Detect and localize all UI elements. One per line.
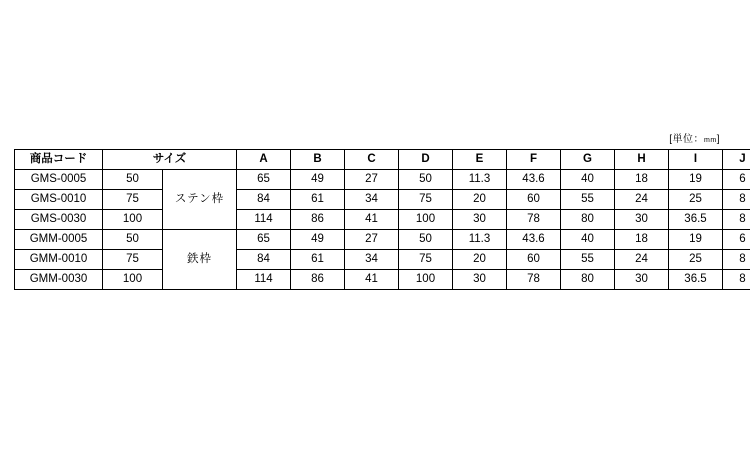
cell-dim-g: 55: [561, 250, 615, 270]
cell-dim-j: 8: [723, 210, 750, 230]
table-row: [15, 170, 750, 190]
cell-dim-f: 60: [507, 250, 561, 270]
cell-dim-j: 8: [723, 270, 750, 290]
header-dim-g: G: [561, 150, 615, 170]
cell-dim-e: 11.3: [453, 170, 507, 190]
cell-dim-a: 65: [237, 230, 291, 250]
cell-dim-f: 78: [507, 210, 561, 230]
cell-frame-type: 鉄枠: [163, 230, 237, 290]
cell-size-value: 50: [103, 230, 163, 250]
cell-dim-g: 40: [561, 170, 615, 190]
cell-dim-j: 6: [723, 170, 750, 190]
cell-dim-h: 24: [615, 190, 669, 210]
header-dim-j: J: [723, 150, 750, 170]
header-row: [15, 150, 750, 170]
cell-dim-d: 100: [399, 270, 453, 290]
cell-dim-i: 19: [669, 230, 723, 250]
table-row: [15, 230, 750, 250]
cell-size-value: 100: [103, 270, 163, 290]
unit-note-unit: mm: [704, 137, 717, 144]
cell-dim-i: 25: [669, 190, 723, 210]
cell-dim-a: 84: [237, 250, 291, 270]
cell-dim-b: 61: [291, 190, 345, 210]
cell-dim-d: 50: [399, 170, 453, 190]
cell-dim-f: 60: [507, 190, 561, 210]
unit-note-prefix: [単位：: [669, 134, 705, 145]
header-dim-a: A: [237, 150, 291, 170]
cell-dim-d: 75: [399, 250, 453, 270]
cell-dim-b: 86: [291, 210, 345, 230]
cell-dim-f: 78: [507, 270, 561, 290]
header-dim-c: C: [345, 150, 399, 170]
cell-product-code: GMS-0005: [15, 170, 103, 190]
cell-dim-b: 61: [291, 250, 345, 270]
header-dim-i: I: [669, 150, 723, 170]
cell-dim-e: 20: [453, 250, 507, 270]
cell-dim-e: 30: [453, 270, 507, 290]
cell-dim-i: 25: [669, 250, 723, 270]
cell-dim-d: 50: [399, 230, 453, 250]
header-dim-h: H: [615, 150, 669, 170]
cell-dim-h: 18: [615, 170, 669, 190]
cell-size-value: 100: [103, 210, 163, 230]
cell-dim-e: 11.3: [453, 230, 507, 250]
cell-dim-a: 114: [237, 270, 291, 290]
header-product-code: 商品コード: [15, 150, 103, 170]
header-dim-e: E: [453, 150, 507, 170]
header-dim-f: F: [507, 150, 561, 170]
cell-size-value: 75: [103, 190, 163, 210]
cell-dim-c: 27: [345, 230, 399, 250]
cell-dim-j: 6: [723, 230, 750, 250]
spec-sheet: [14, 130, 746, 290]
cell-dim-d: 100: [399, 210, 453, 230]
cell-dim-a: 84: [237, 190, 291, 210]
cell-dim-h: 30: [615, 270, 669, 290]
cell-frame-type: ステン枠: [163, 170, 237, 230]
cell-dim-f: 43.6: [507, 170, 561, 190]
cell-dim-g: 40: [561, 230, 615, 250]
cell-product-code: GMS-0030: [15, 210, 103, 230]
cell-dim-a: 114: [237, 210, 291, 230]
cell-product-code: GMM-0010: [15, 250, 103, 270]
cell-product-code: GMM-0030: [15, 270, 103, 290]
cell-dim-f: 43.6: [507, 230, 561, 250]
cell-dim-i: 36.5: [669, 270, 723, 290]
cell-dim-i: 36.5: [669, 210, 723, 230]
cell-dim-h: 24: [615, 250, 669, 270]
cell-size-value: 50: [103, 170, 163, 190]
cell-dim-b: 49: [291, 170, 345, 190]
header-size: サイズ: [103, 150, 237, 170]
header-dim-b: B: [291, 150, 345, 170]
specification-table: [14, 149, 750, 290]
cell-dim-h: 30: [615, 210, 669, 230]
table-body: [15, 170, 750, 290]
cell-dim-g: 80: [561, 210, 615, 230]
table-row: [15, 250, 750, 270]
cell-dim-c: 41: [345, 210, 399, 230]
cell-dim-h: 18: [615, 230, 669, 250]
cell-dim-b: 49: [291, 230, 345, 250]
cell-dim-g: 80: [561, 270, 615, 290]
cell-dim-a: 65: [237, 170, 291, 190]
cell-size-value: 75: [103, 250, 163, 270]
unit-note: [14, 130, 722, 145]
table-header: [15, 150, 750, 170]
cell-dim-c: 41: [345, 270, 399, 290]
table-row: [15, 210, 750, 230]
cell-dim-e: 20: [453, 190, 507, 210]
cell-dim-c: 34: [345, 190, 399, 210]
cell-dim-i: 19: [669, 170, 723, 190]
header-dim-d: D: [399, 150, 453, 170]
table-row: [15, 270, 750, 290]
cell-dim-j: 8: [723, 250, 750, 270]
table-row: [15, 190, 750, 210]
cell-dim-c: 34: [345, 250, 399, 270]
cell-dim-c: 27: [345, 170, 399, 190]
cell-dim-e: 30: [453, 210, 507, 230]
cell-dim-j: 8: [723, 190, 750, 210]
cell-dim-b: 86: [291, 270, 345, 290]
unit-note-suffix: ]: [716, 134, 720, 145]
cell-product-code: GMS-0010: [15, 190, 103, 210]
cell-dim-g: 55: [561, 190, 615, 210]
cell-product-code: GMM-0005: [15, 230, 103, 250]
cell-dim-d: 75: [399, 190, 453, 210]
